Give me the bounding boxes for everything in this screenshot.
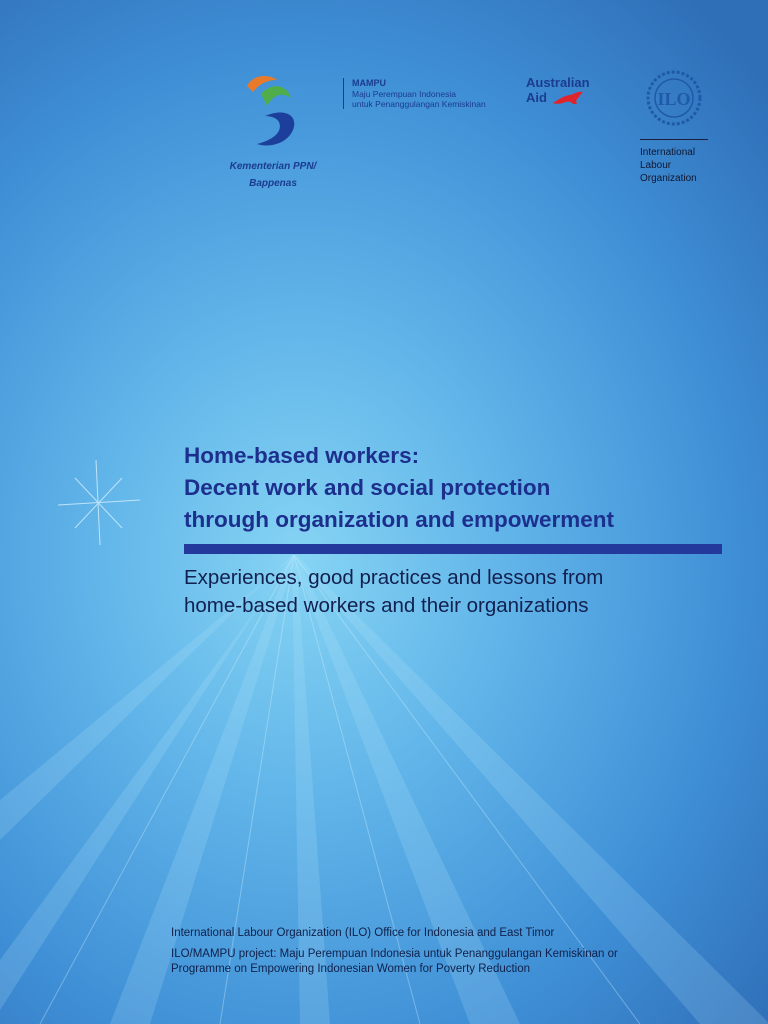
logo-row [0,0,768,200]
mampu-line2: untuk Penanggulangan Kemiskinan [352,99,486,109]
ilo-divider [640,139,708,140]
ilo-line1: International [640,147,696,158]
title-line3: through organization and empowerment [184,507,615,532]
title-line1: Home-based workers: [184,443,420,468]
footer-office: International Labour Organization (ILO) Office for Indonesia and East Timor [171,927,555,939]
bappenas-logo [218,72,328,191]
subtitle-line2: home-based workers and their organizations [184,594,589,617]
ilo-emblem-text: ILO [657,89,691,109]
ilo-line3: Organization [640,173,697,184]
title-divider [184,544,722,554]
australian-aid-line2: Aid [526,90,547,105]
ilo-logo [640,70,712,185]
bappenas-emblem-icon [243,72,303,152]
document-subtitle [184,564,744,620]
mampu-line1: Maju Perempuan Indonesia [352,89,456,99]
australian-aid-line1: Australian [526,75,590,90]
sparkle-icon [58,460,140,545]
document-title [184,440,724,536]
bappenas-caption-line1: Kementerian PPN/ [229,161,317,172]
mampu-logo [343,78,486,109]
mampu-name: MAMPU [352,78,386,88]
ilo-line2: Labour [640,160,672,171]
ilo-emblem-icon [640,70,708,130]
kangaroo-icon [551,89,587,105]
footer-project-line1: ILO/MAMPU project: Maju Perempuan Indonesia untuk Penanggulangan Kemiskinan or [171,948,618,960]
bappenas-caption-line2: Bappenas [249,178,297,189]
title-line2: Decent work and social protection [184,475,551,500]
subtitle-line1: Experiences, good practices and lessons from [184,566,604,589]
footer [171,926,751,977]
footer-project-line2: Programme on Empowering Indonesian Women for Poverty Reduction [171,963,531,975]
australian-aid-logo [526,76,610,107]
